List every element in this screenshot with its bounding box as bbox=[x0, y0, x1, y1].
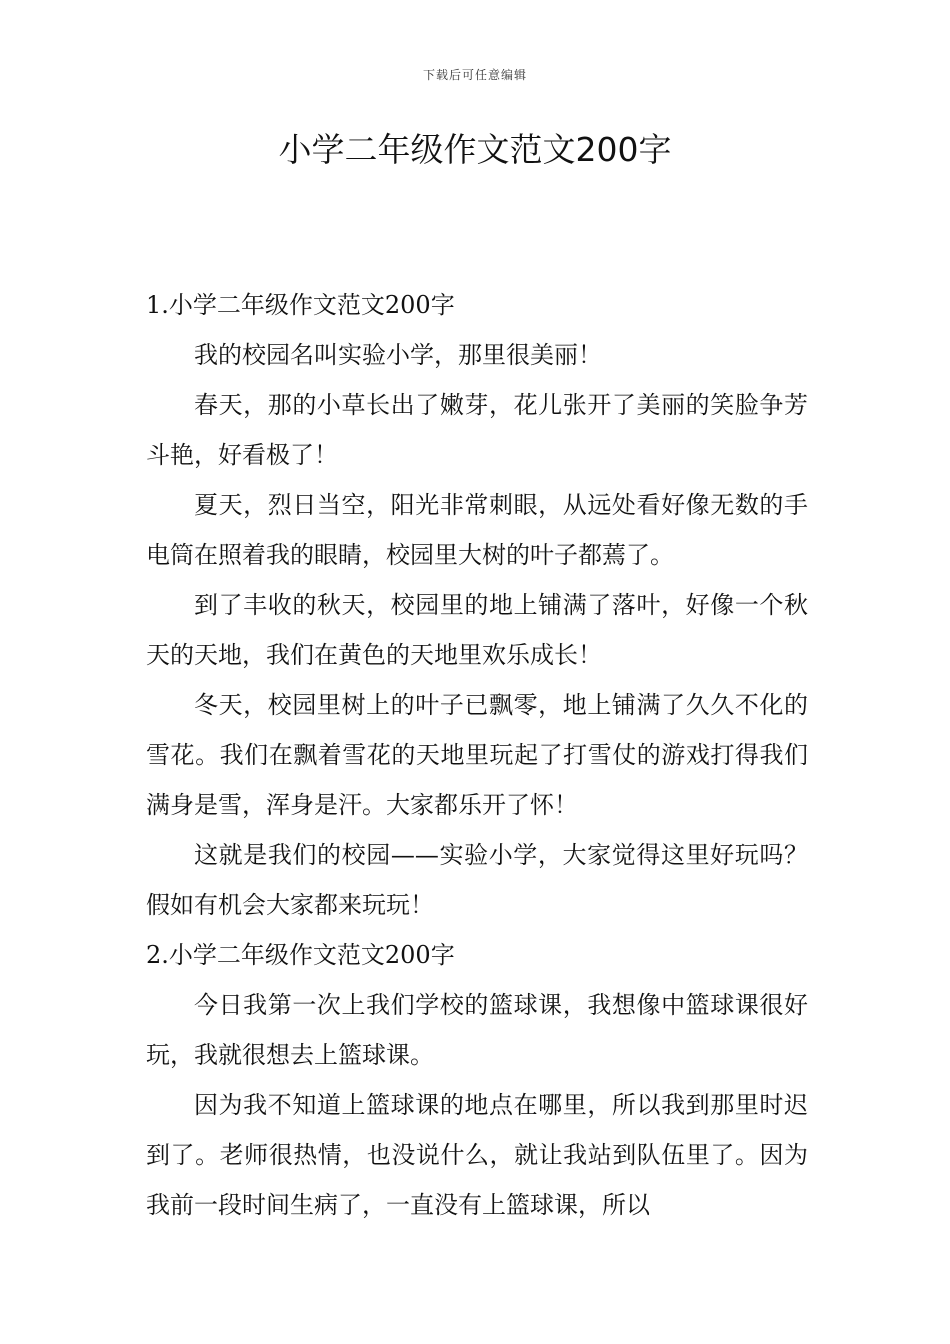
paragraph: 夏天，烈日当空，阳光非常刺眼，从远处看好像无数的手电筒在照着我的眼睛，校园里大树的叶子都蔫了。 bbox=[146, 491, 808, 569]
paragraph: 到了丰收的秋天，校园里的地上铺满了落叶，好像一个秋天的天地，我们在黄色的天地里欢乐成长！ bbox=[146, 591, 808, 669]
paragraph: 因为我不知道上篮球课的地点在哪里，所以我到那里时迟到了。老师很热情，也没说什么，就让我站到队伍里了。因为我前一段时间生病了，一直没有上篮球课，所以 bbox=[146, 1091, 808, 1219]
paragraph: 这就是我们的校园——实验小学，大家觉得这里好玩吗？假如有机会大家都来玩玩！ bbox=[146, 841, 808, 919]
paragraph: 冬天，校园里树上的叶子已飘零，地上铺满了久久不化的雪花。我们在飘着雪花的天地里玩起了打雪仗的游戏打得我们满身是雪，浑身是汗。大家都乐开了怀！ bbox=[146, 691, 808, 819]
paragraph: 我的校园名叫实验小学，那里很美丽！ bbox=[194, 341, 602, 369]
section-heading-1: 1.小学二年级作文范文200字 bbox=[146, 291, 455, 319]
section-heading-2: 2.小学二年级作文范文200字 bbox=[146, 941, 455, 969]
document-body bbox=[146, 280, 808, 1230]
paragraph: 今日我第一次上我们学校的篮球课，我想像中篮球课很好玩，我就很想去上篮球课。 bbox=[146, 991, 808, 1069]
header-note: 下载后可任意编辑 bbox=[422, 68, 527, 82]
document-title: 小学二年级作文范文200字 bbox=[278, 130, 672, 169]
paragraph: 春天，那的小草长出了嫩芽，花儿张开了美丽的笑脸争芳斗艳，好看极了！ bbox=[146, 391, 808, 469]
